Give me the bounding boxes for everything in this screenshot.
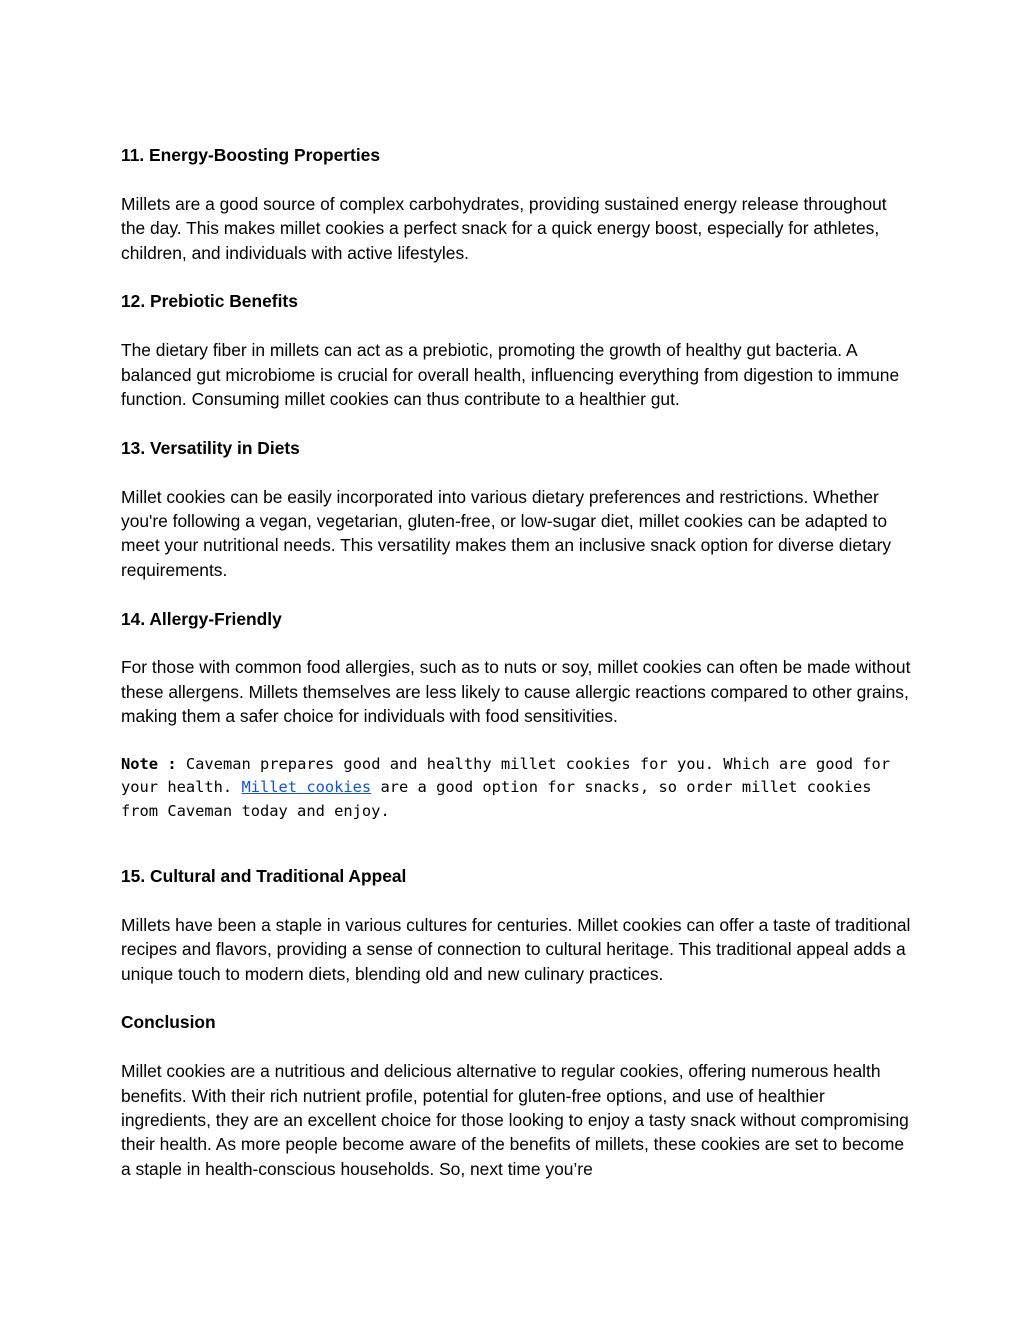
note-paragraph xyxy=(121,729,911,864)
document-content xyxy=(121,143,911,1206)
millet-cookies-link[interactable]: Millet cookies xyxy=(241,778,372,797)
section-heading-conclusion: Conclusion xyxy=(121,1012,216,1033)
note-text-after: are a good option for snacks, so order millet cookies from Caveman today and enjoy. xyxy=(121,778,872,821)
section-body-cultural: Millets have been a staple in various cultures for centuries. Millet cookies can offer a taste of traditional recipes and flavors, providing a sense of connection to cultural heritage. This traditional appeal adds a unique touch to modern diets, blending old and new culinary practices. xyxy=(121,914,911,984)
section-body-prebiotic: The dietary fiber in millets can act as a prebiotic, promoting the growth of healthy gut bacteria. A balanced gut microbiome is crucial for overall health, influencing everything from digestion to immune function. Consuming millet cookies can thus contribute to a healthier gut. xyxy=(121,340,900,410)
section-heading-cultural: 15. Cultural and Traditional Appeal xyxy=(121,866,407,887)
note-text-before: Caveman prepares good and healthy millet cookies for you. Which are good for your health. xyxy=(121,754,891,797)
section-body-energy: Millets are a good source of complex carbohydrates, providing sustained energy release throughout the day. This makes millet cookies a perfect snack for a quick energy boost, especially for athletes, children, and individuals with active lifestyles. xyxy=(121,193,887,263)
section-heading-energy: 11. Energy-Boosting Properties xyxy=(121,145,380,165)
section-body-allergy: For those with common food allergies, such as to nuts or soy, millet cookies can often be made without these allergens. Millets themselves are less likely to cause allergic reactions compared to other grains, making them a safer choice for individuals with food sensitivities. xyxy=(121,657,911,727)
section-body-versatility: Millet cookies can be easily incorporated into various dietary preferences and restrictions. Whether you're following a vegan, vegetarian, gluten-free, or low-sugar diet, millet cookies can be adapted to meet your nutritional needs. This versatility makes them an inclusive snack option for diverse dietary requirements. xyxy=(121,486,892,580)
section-body-conclusion: Millet cookies are a nutritious and delicious alternative to regular cookies, offering numerous health benefits. With their rich nutrient profile, potential for gluten-free options, and use of healthier ingredients, they are an excellent choice for those looking to enjoy a tasty snack without compromising their health. As more people become aware of the benefits of millets, these cookies are set to become a staple in health-conscious households. So, next time you’re xyxy=(121,1061,909,1179)
note-label: Note : xyxy=(121,754,177,773)
section-heading-prebiotic: 12. Prebiotic Benefits xyxy=(121,291,298,312)
section-heading-allergy: 14. Allergy-Friendly xyxy=(121,608,282,629)
section-heading-versatility: 13. Versatility in Diets xyxy=(121,437,300,458)
